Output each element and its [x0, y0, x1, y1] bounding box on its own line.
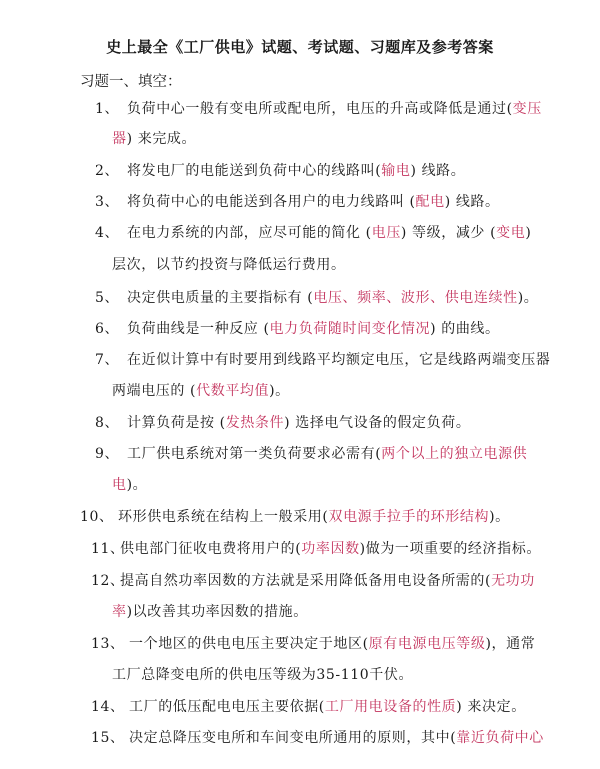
- answer: 靠近负荷中心: [456, 730, 544, 746]
- answer: 器: [112, 131, 127, 147]
- answer: 率: [112, 604, 127, 620]
- answer: 发热条件: [225, 415, 285, 431]
- section-heading: 习题一、填空：: [80, 74, 182, 90]
- question-3: 3、 将负荷中心的电能送到各用户的电力线路叫 (配电) 线路。: [95, 194, 500, 210]
- question-12: 12、提高自然功率因数的方法就是采用降低备用电设备所需的(无功功: [91, 573, 535, 589]
- answer: 输电: [381, 163, 411, 179]
- question-1: 1、 负荷中心一般有变电所或配电所，电压的升高或降低是通过(变压: [95, 101, 542, 117]
- answer: 两个以上的独立电源供: [381, 446, 528, 462]
- question-7: 7、 在近似计算中有时要用到线路平均额定电压，它是线路两端变压器: [95, 352, 551, 368]
- question-13-cont: 工厂总降变电所的供电压等级为35-110千伏。: [112, 667, 414, 683]
- answer: 电压: [371, 225, 401, 241]
- answer: 变电: [496, 225, 526, 241]
- answer: 配电: [415, 194, 445, 210]
- answer: 双电源手拉手的环形结构: [328, 509, 490, 525]
- question-12-cont: 率)以改善其功率因数的措施。: [112, 604, 308, 620]
- answer: 原有电源电压等级: [368, 636, 486, 652]
- answer: 代数平均值: [196, 383, 270, 399]
- question-11: 11、供电部门征收电费将用户的(功率因数)做为一项重要的经济指标。: [91, 541, 541, 557]
- question-2: 2、 将发电厂的电能送到负荷中心的线路叫(输电) 线路。: [95, 163, 466, 179]
- question-8: 8、 计算负荷是按 (发热条件) 选择电气设备的假定负荷。: [95, 415, 471, 431]
- document-title: 史上最全《工厂供电》试题、考试题、习题库及参考答案: [106, 38, 494, 56]
- answer: 电: [112, 477, 127, 493]
- question-10: 10、 环形供电系统在结构上一般采用(双电源手拉手的环形结构)。: [80, 509, 510, 525]
- question-4: 4、 在电力系统的内部，应尽可能的简化 (电压) 等级，减少 (变电): [95, 225, 532, 241]
- answer: 电压、频率、波形、供电连续性: [313, 290, 518, 306]
- question-13: 13、 一个地区的供电电压主要决定于地区(原有电源电压等级)，通常: [91, 636, 536, 652]
- question-5: 5、 决定供电质量的主要指标有 (电压、频率、波形、供电连续性)。: [95, 290, 539, 306]
- answer: 变压: [512, 101, 542, 117]
- question-14: 14、 工厂的低压配电电压主要依据(工厂用电设备的性质) 来决定。: [91, 699, 526, 715]
- answer: 无功功: [491, 573, 535, 589]
- question-4-cont: 层次，以节约投资与降低运行费用。: [112, 257, 346, 273]
- question-6: 6、 负荷曲线是一种反应 (电力负荷随时间变化情况) 的曲线。: [95, 321, 500, 337]
- question-9: 9、 工厂供电系统对第一类负荷要求必需有(两个以上的独立电源供: [95, 446, 528, 462]
- answer: 电力负荷随时间变化情况: [269, 321, 431, 337]
- question-15: 15、 决定总降压变电所和车间变电所通用的原则，其中(靠近负荷中心: [91, 730, 544, 746]
- answer: 工厂用电设备的性质: [324, 699, 457, 715]
- question-7-cont: 两端电压的 (代数平均值)。: [112, 383, 290, 399]
- question-1-cont: 器) 来完成。: [112, 131, 197, 147]
- answer: 功率因数: [301, 541, 360, 557]
- question-9-cont: 电)。: [112, 477, 148, 493]
